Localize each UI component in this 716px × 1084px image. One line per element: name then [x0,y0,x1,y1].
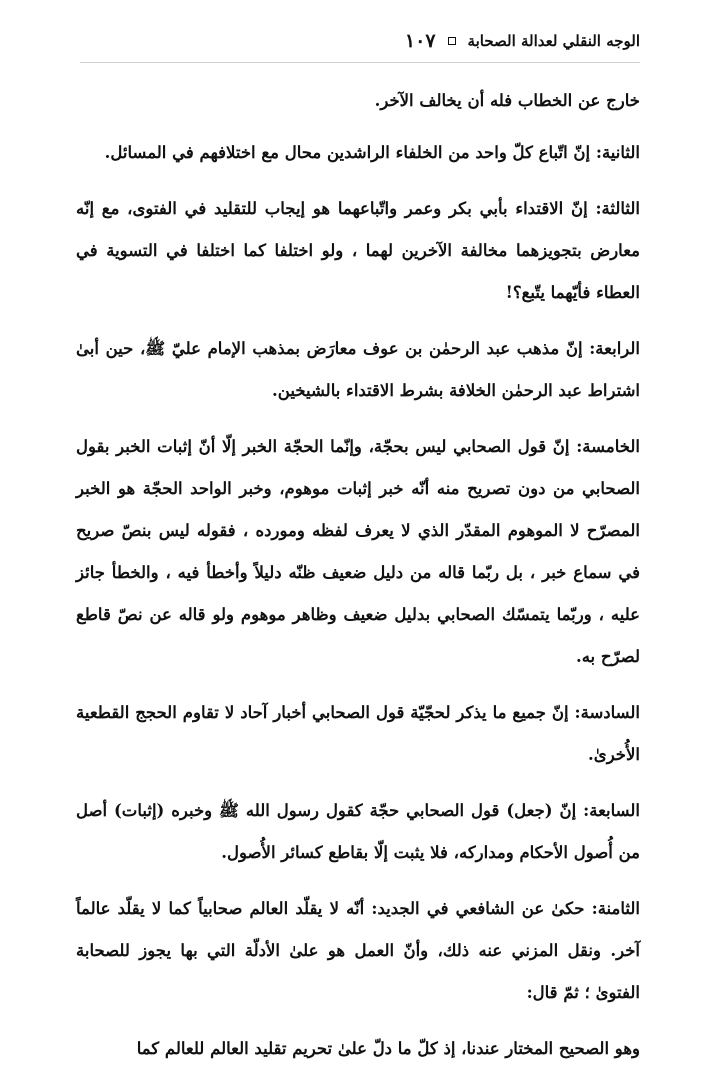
paragraph-fourth [76,328,640,412]
paragraph-label: السادسة: [574,703,640,722]
paragraph-text: خارج عن الخطاب فله أن يخالف الآخر. [374,91,640,110]
paragraph-closing [76,1028,640,1070]
paragraph-text: إنّ جميع ما يذكر لحجّيّة قول الصحابي أخبار آحاد لا تقاوم الحجج القطعية الأُخرىٰ. [76,703,640,764]
paragraph-label: الثامنة: [591,899,640,918]
paragraph-label: الرابعة: [589,339,640,358]
paragraph-fifth [76,426,640,678]
paragraph-label: الخامسة: [576,437,640,456]
page-body [76,80,640,1084]
paragraph-text: إنّ (جعل) قول الصحابي حجّة كقول رسول الله ﷺ وخبره (إثبات) أصل من أُصول الأحكام ومداركه، فلا يثبت إلّا بقاطع كسائر الأُصول. [76,801,640,862]
paragraph-label: الثالثة: [595,199,640,218]
paragraph-text: إنّ مذهب عبد الرحمٰن بن عوف معارَض بمذهب الإمام عليّ ﷺ، حين أبىٰ اشتراط عبد الرحمٰن الخلافة بشرط الاقتداء بالشيخين. [76,339,640,400]
paragraph-seventh [76,790,640,874]
paragraph-label: السابعة: [583,801,640,820]
page-number: ١٠٧ [404,30,436,52]
paragraph-eighth [76,888,640,1014]
paragraph-text: إنّ الاقتداء بأبي بكر وعمر واتّباعهما هو إيجاب للتقليد في الفتوى، مع إنّه معارض بتجويزهما مخالفة الآخرين لهما ، ولو اختلفا كما اختلفا في التسوية في العطاء فأيّهما يتّبع؟! [76,199,640,302]
paragraph-second [76,132,640,174]
square-ornament-icon [448,37,456,45]
paragraph-text: حكىٰ عن الشافعي في الجديد: أنّه لا يقلّد العالم صحابياً كما لا يقلّد عالماً آخر. ونقل المزني عنه ذلك، وأنّ العمل هو علىٰ الأدلّة التي بها يجوز للصحابة الفتوىٰ ؛ ثمّ قال: [76,899,640,1002]
paragraph-text: وهو الصحيح المختار عندنا، إذ كلّ ما دلّ علىٰ تحريم تقليد العالم للعالم كما [136,1039,640,1058]
paragraph-text: إنّ اتّباع كلّ واحد من الخلفاء الراشدين محال مع اختلافهم في المسائل. [104,143,596,162]
paragraph-continuation [76,80,640,122]
header-title: الوجه النقلي لعدالة الصحابة [467,32,640,50]
paragraph-text: إنّ قول الصحابي ليس بحجّة، وإنّما الحجّة الخبر إلّا أنّ إثبات الخبر بقول الصحابي من دون تصريح منه أنّه خبر إثبات موهوم، وخبر الواحد الحجّة هو الخبر المصرّح لا الموهوم المقدّر الذي لا يعرف لفظه ومورده ، فقوله ليس بنصّ صريح في سماع خبر ، بل ربّما قاله من دليل ضعيف ظنّه دليلاً وأخطأ فيه ، والخطأ جائز عليه ، وربّما يتمسّك الصحابي بدليل ضعيف وظاهر موهوم ولو قاله عن نصّ قاطع لصرّح به. [76,437,640,666]
running-header [80,28,640,54]
header-divider [80,62,640,63]
paragraph-third [76,188,640,314]
paragraph-label: الثانية: [595,143,640,162]
paragraph-sixth [76,692,640,776]
